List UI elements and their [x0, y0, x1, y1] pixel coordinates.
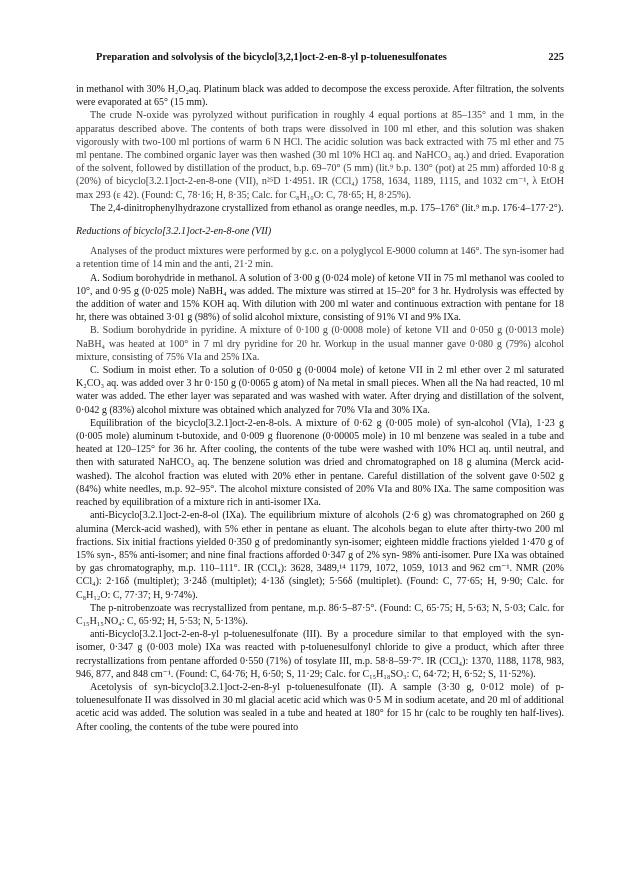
paragraph-analyses: Analyses of the product mixtures were performed by g.c. on a polyglycol E-9000 column at 146°. The syn-isomer had a retention time of 14 min and the anti, 21·2 min.: [76, 246, 564, 271]
running-header: [76, 52, 564, 68]
paragraph-method-c: C. Sodium in moist ether. To a solution of 0·050 g (0·0004 mole) of ketone VII in 2 ml ether over 2 ml saturated K₂CO₃ aq. was added over 3 hr 0·150 g (0·0065 g atom) of Na metal in small pieces. When all the Na had reacted, 10 ml water was added. The ether layer was separated and was washed with water. After drying and distillation of the solvent, 0·042 g (83%) alcohol mixture was obtained which analyzed for 70% VIa and 30% IXa.: [76, 365, 564, 416]
section-heading-reductions: Reductions of bicyclo[3.2.1]oct-2-en-8-one (VII): [76, 226, 272, 238]
paragraph-peroxide: in methanol with 30% H₂O₂aq. Platinum black was added to decompose the excess peroxide. After filtration, the solvents were evaporated at 65° (15 mm).: [76, 84, 564, 109]
paragraph-pyrolysis: The crude N-oxide was pyrolyzed without purification in roughly 4 equal portions at 85–135° and 1 mm, in the apparatus described above. The contents of both traps were dissolved in 100 ml ether, and this solution was shaken vigorously with two-100 ml portions of warm 6 N HCl. The acidic solution was back extracted with 75 ml ether and 75 ml pentane. The combined organic layer was then washed (30 ml 10% HCl aq. and NaHCO₃ aq.) and dried. Evaporation of the solvent, followed by distillation of the product, b.p. 69–70° (5 mm) (lit.⁹ b.p. 130° (pot) at 25 mm) afforded 10·8 g (20%) of bicyclo[3.2.1]oct-2-en-8-one (VII), n²⁵D 1·4951. IR (CCl₄) 1758, 1634, 1189, 1115, and 1032 cm⁻¹, λ EtOH max 293 (ε 42). (Found: C, 78·16; H, 8·35; Calc. for C₈H₁₀O: C, 78·65; H, 8·25%).: [76, 110, 564, 201]
article-body: [76, 83, 564, 734]
paragraph-equilibration: Equilibration of the bicyclo[3.2.1]oct-2-en-8-ols. A mixture of 0·62 g (0·005 mole) of syn-alcohol (VIa), 1·23 g (0·005 mole) aluminum t-butoxide, and 0·009 g fluorenone (0·00005 mole) in 10 ml benzene was sealed in a tube and heated at 120–125° for 36 hr. After cooling, the contents of the tube were washed with 10% HCl aq. until neutral, and then with saturated NaHCO₃ aq. The benzene solution was dried and chromatographed on 18 g alumina (Merck acid-washed). The alcohol fraction was eluted with 20% ether in pentane. Careful distillation of the solvent gave 0·502 g (84%) white needles, m.p. 92–95°. The alcohol mixture consisted of 20% VIa and 80% IXa. The same composition was reached by equilibration of a mixture rich in anti-isomer IXa.: [76, 417, 564, 509]
page: [76, 52, 564, 734]
paragraph-anti-tosylate: anti-Bicyclo[3.2.1]oct-2-en-8-yl p-toluenesulfonate (III). By a procedure similar to that employed with the syn-isomer, 0·347 g (0·003 mole) IXa was reacted with p-toluenesulfonyl chloride to give a product, which after three recrystallizations from pentane afforded 0·550 (71%) of tosylate III, m.p. 58·8–59·7°. IR (CCl₄): 1370, 1188, 1178, 983, 946, 877, and 848 cm⁻¹. (Found: C, 64·76; H, 6·50; S, 11·29; Calc. for C₁₅H₁₈SO₃: C, 64·72; H, 6·52; S, 11·52%).: [76, 629, 564, 680]
paragraph-nitrobenzoate: The p-nitrobenzoate was recrystallized from pentane, m.p. 86·5–87·5°. (Found: C, 65·75; H, 5·63; N, 5·03; Calc. for C₁₅H₁₅NO₄: C, 65·92; H, 5·53; N, 5·13%).: [76, 602, 564, 627]
paragraph-method-a: A. Sodium borohydride in methanol. A solution of 3·00 g (0·024 mole) of ketone VII in 75 ml methanol was cooled to 10°, and 0·95 g (0·025 mole) NaBH₄ was added. The mixture was stirred at 15–20° for 3 hr. Hydrolysis was effected by the addition of water and 15% KOH aq. With dilution with 200 ml water and continuous extraction with pentane for 18 hr, there was obtained 3·01 g (98%) of solid alcohol mixture, consisting of 91% VI and 9% IXa.: [76, 272, 564, 324]
paragraph-dnp: The 2,4-dinitrophenylhydrazone crystallized from ethanol as orange needles, m.p. 175–176° (lit.⁹ m.p. 176·4–177·2°).: [90, 202, 564, 214]
running-title: Preparation and solvolysis of the bicyclo[3,2,1]oct-2-en-8-yl p-toluenesulfonates: [96, 52, 447, 63]
page-number: 225: [548, 52, 564, 63]
paragraph-acetolysis: Acetolysis of syn-bicyclo[3.2.1]oct-2-en-8-yl p-toluenesulfonate (II). A sample (3·30 g, 0·012 mole) of p-toluenesulfonate II was dissolved in 30 ml glacial acetic acid which was 0·5 M in sodium acetate, and 20 ml of additional acetic acid was added. The solution was sealed in a tube and heated at 180° for 15 hr (calc to be roughly ten half-lives). After cooling, the contents of the tube were poured into: [76, 681, 564, 733]
paragraph-anti-alcohol: anti-Bicyclo[3.2.1]oct-2-en-8-ol (IXa). The equilibrium mixture of alcohols (2·6 g) was chromatographed on 260 g alumina (Merck-acid washed), with 5% ether in pentane as eluant. The alcohols began to elute after thirty-two 200 ml fractions. Six initial fractions yielded 0·350 g of predominantly syn-isomer; eighteen middle fractions yielded 1·470 g of 15% syn-, 85% anti-isomer; and nine final fractions afforded 0·347 g of 2% syn- 98% anti-isomer. Pure IXa was obtained by gas chromatography, m.p. 110–111°. IR (CCl₄): 3628, 3489,¹⁴ 1179, 1072, 1059, 1013 and 962 cm⁻¹. NMR (20% CCl₄): 2·16δ (multiplet); 3·24δ (multiplet); 4·13δ (singlet); 5·56δ (multiplet). (Found: C, 77·65; H, 9·90; Calc. for C₈H₁₂O: C, 77·37; H, 9·74%).: [76, 510, 564, 601]
paragraph-method-b: B. Sodium borohydride in pyridine. A mixture of 0·100 g (0·0008 mole) of ketone VII and 0·050 g (0·0013 mole) NaBH₄ was heated at 100° in 7 ml dry pyridine for 20 hr. Workup in the usual manner gave 0·080 g (79%) alcohol mixture, consisting of 75% VIa and 25% IXa.: [76, 325, 564, 363]
